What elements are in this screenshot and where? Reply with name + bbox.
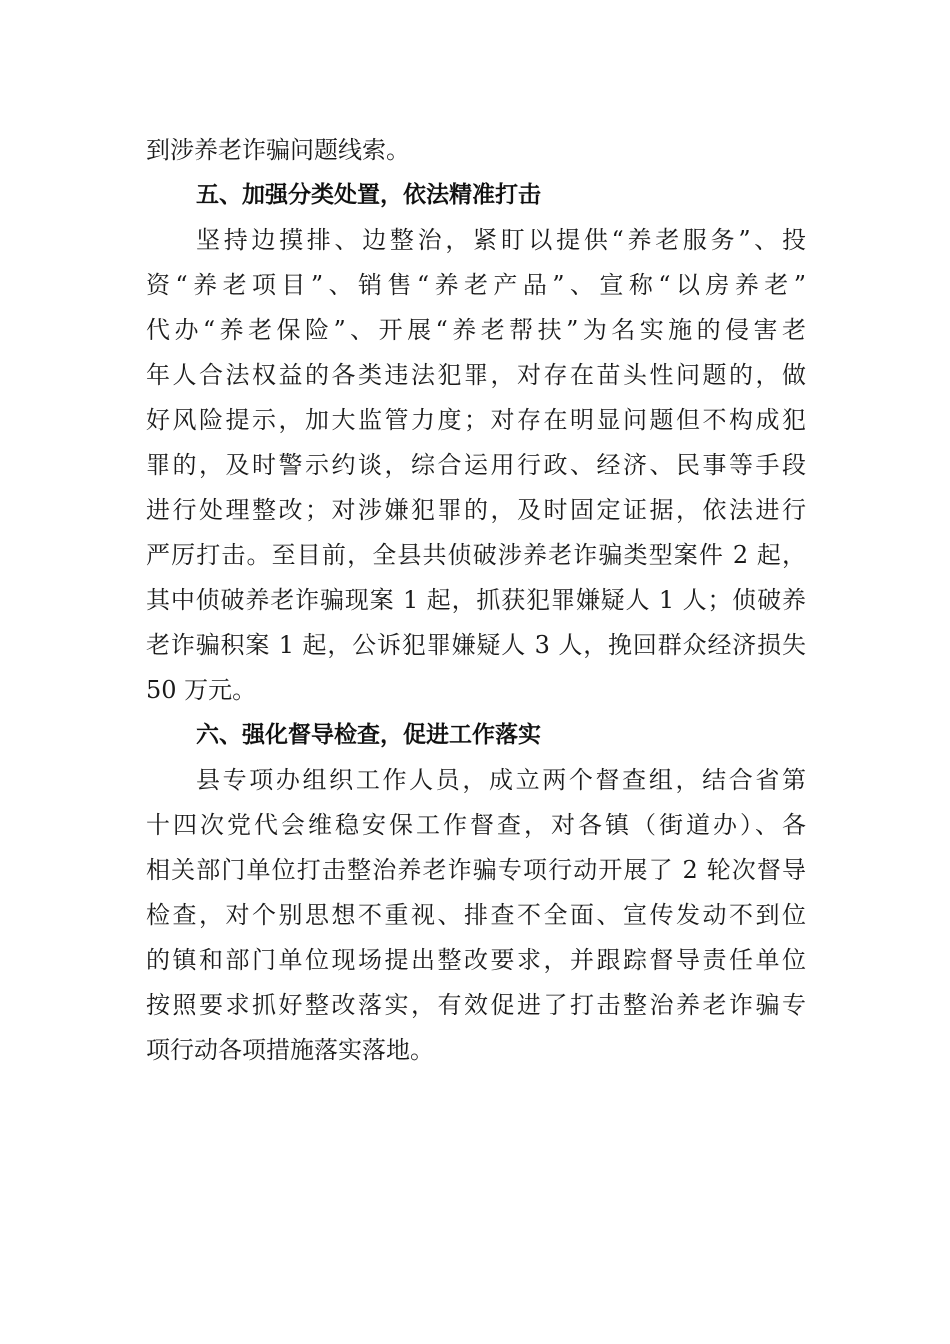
section-6-line: 相关部门单位打击整治养老诈骗专项行动开展了 2 轮次督导	[146, 856, 806, 884]
section-5-line: 代办“养老保险”、开展“养老帮扶”为名实施的侵害老	[146, 316, 806, 344]
section-6-line: 检查，对个别思想不重视、排查不全面、宣传发动不到位	[146, 901, 806, 929]
section-6-line: 十四次党代会维稳安保工作督查，对各镇（街道办）、各	[146, 811, 806, 839]
section-6-heading: 六、强化督导检查，促进工作落实	[196, 722, 541, 748]
section-5-line: 严厉打击。至目前，全县共侦破涉养老诈骗类型案件 2 起，	[146, 541, 806, 569]
section-5-line: 好风险提示，加大监管力度；对存在明显问题但不构成犯	[146, 406, 806, 434]
section-5-line: 50 万元。	[146, 676, 257, 704]
section-5-heading: 五、加强分类处置，依法精准打击	[196, 182, 541, 208]
section-6-line: 的镇和部门单位现场提出整改要求，并跟踪督导责任单位	[146, 946, 806, 974]
section-5-line: 年人合法权益的各类违法犯罪，对存在苗头性问题的，做	[146, 361, 806, 389]
section-6-line: 按照要求抓好整改落实，有效促进了打击整治养老诈骗专	[146, 991, 806, 1019]
document-body	[146, 128, 806, 1073]
section-5-line: 罪的，及时警示约谈，综合运用行政、经济、民事等手段	[146, 451, 806, 479]
section-5-line: 老诈骗积案 1 起，公诉犯罪嫌疑人 3 人，挽回群众经济损失	[146, 631, 806, 659]
section-5-line: 资“养老项目”、销售“养老产品”、宣称“以房养老”	[146, 271, 806, 299]
section-5-line: 坚持边摸排、边整治，紧盯以提供“养老服务”、投	[196, 226, 806, 254]
section-5-line: 其中侦破养老诈骗现案 1 起，抓获犯罪嫌疑人 1 人；侦破养	[146, 586, 806, 614]
section-5-line: 进行处理整改；对涉嫌犯罪的，及时固定证据，依法进行	[146, 496, 806, 524]
intro-line: 到涉养老诈骗问题线索。	[146, 136, 410, 164]
section-6-line: 县专项办组织工作人员，成立两个督查组，结合省第	[196, 766, 806, 794]
section-6-line: 项行动各项措施落实落地。	[146, 1036, 434, 1064]
